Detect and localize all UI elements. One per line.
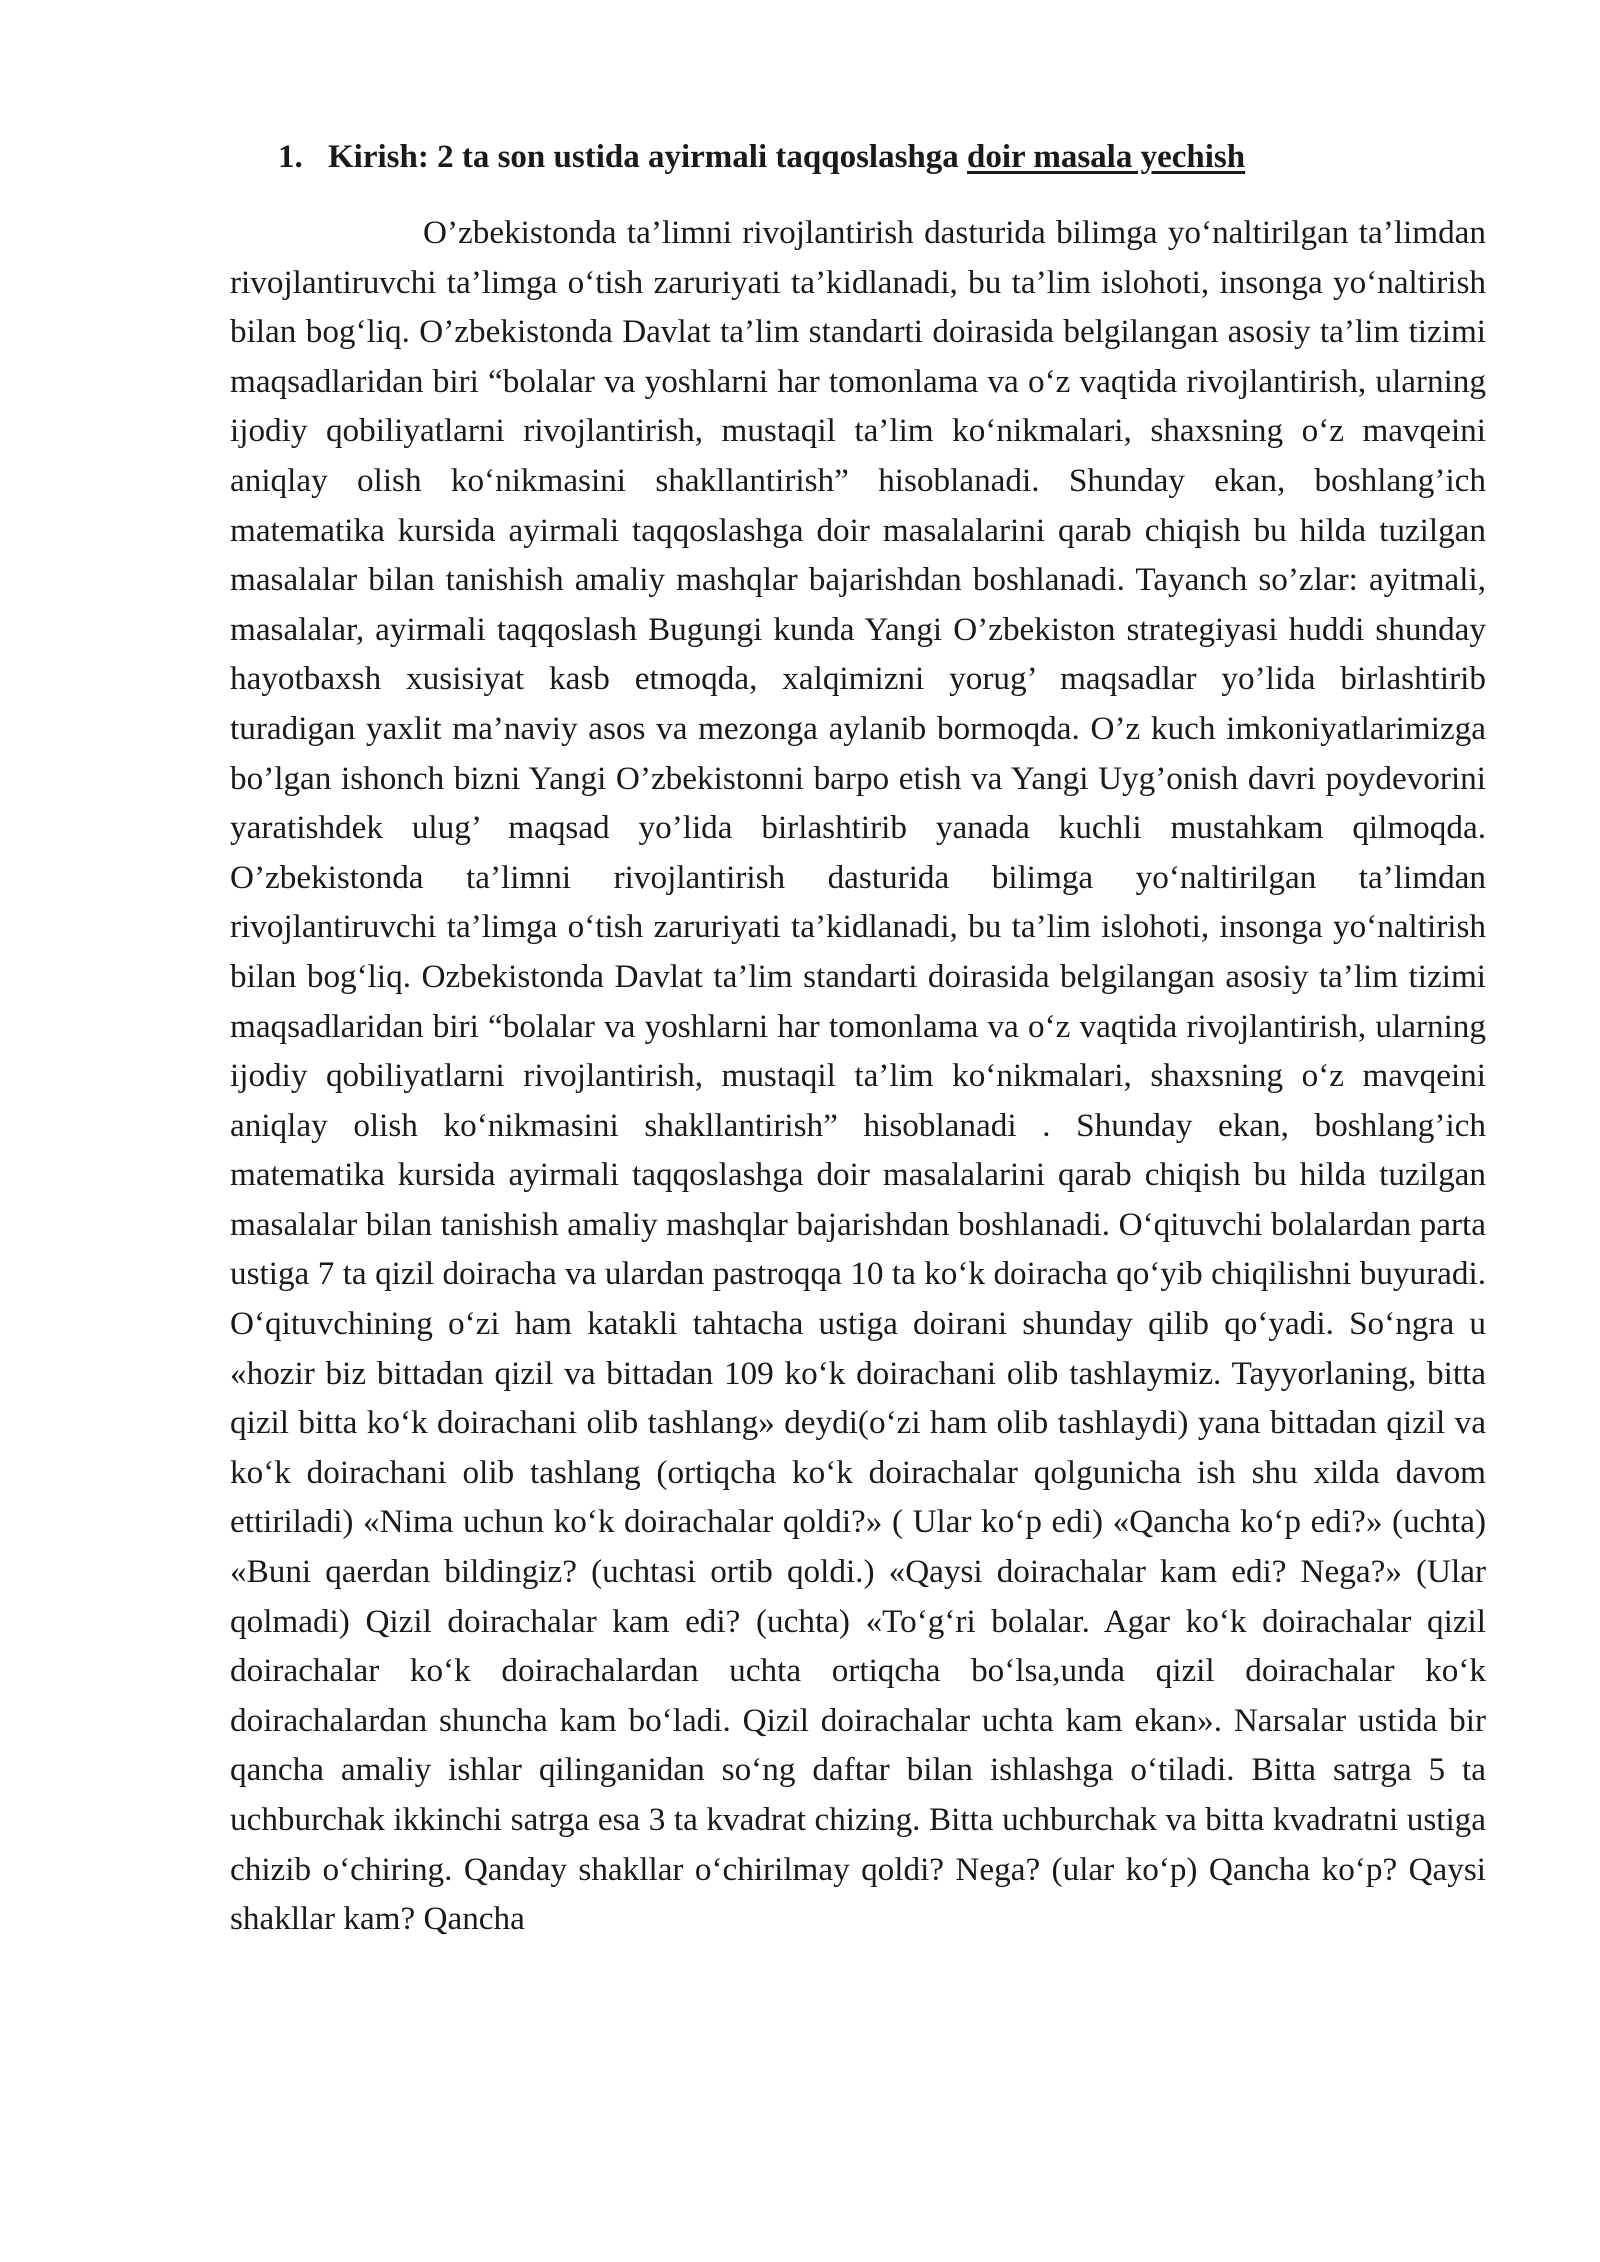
heading-text: Kirish: 2 ta son ustida ayirmali taqqoslashga [328,139,968,175]
section-heading [278,134,1498,180]
heading-underlined-text: doir masala yechish [967,139,1246,175]
heading-number: 1. [278,139,303,175]
body-paragraph: O’zbekistonda ta’limni rivojlantirish dasturida bilimga yo‘naltirilgan ta’limdan rivojlantiruvchi ta’limga o‘tish zaruriyati ta’kidlanadi, bu ta’lim islohoti, insonga yo‘naltirish bilan bog‘liq. O’zbekistonda Davlat ta’lim standarti doirasida belgilangan asosiy ta’lim tizimi maqsadlaridan biri “bolalar va yoshlarni har tomonlama va o‘z vaqtida rivojlantirish, ularning ijodiy qobiliyatlarni rivojlantirish, mustaqil ta’lim ko‘nikmalari, shaxsning o‘z mavqeini aniqlay olish ko‘nikmasini shakllantirish” hisoblanadi. Shunday ekan, boshlang’ich matematika kursida ayirmali taqqoslashga doir masalalarini qarab chiqish bu hilda tuzilgan masalalar bilan tanishish amaliy mashqlar bajarishdan boshlanadi. Tayanch so’zlar: ayitmali, masalalar, ayirmali taqqoslash Bugungi kunda Yangi O’zbekiston strategiyasi huddi shunday hayotbaxsh xusisiyat kasb etmoqda, xalqimizni yorug’ maqsadlar yo’lida birlashtirib turadigan yaxlit ma’naviy asos va mezonga aylanib bormoqda. O’z kuch imkoniyatlarimizga bo’lgan ishonch bizni Yangi O’zbekistonni barpo etish va Yangi Uyg’onish davri poydevorini yaratishdek ulug’ maqsad yo’lida birlashtirib yanada kuchli mustahkam qilmoqda. O’zbekistonda ta’limni rivojlantirish dasturida bilimga yo‘naltirilgan ta’limdan rivojlantiruvchi ta’limga o‘tish zaruriyati ta’kidlanadi, bu ta’lim islohoti, insonga yo‘naltirish bilan bog‘liq. Ozbekistonda Davlat ta’lim standarti doirasida belgilangan asosiy ta’lim tizimi maqsadlaridan biri “bolalar va yoshlarni har tomonlama va o‘z vaqtida rivojlantirish, ularning ijodiy qobiliyatlarni rivojlantirish, mustaqil ta’lim ko‘nikmalari, shaxsning o‘z mavqeini aniqlay olish ko‘nikmasini shakllantirish” hisoblanadi . Shunday ekan, boshlang’ich matematika kursida ayirmali taqqoslashga doir masalalarini qarab chiqish bu hilda tuzilgan masalalar bilan tanishish amaliy mashqlar bajarishdan boshlanadi. O‘qituvchi bolalardan parta ustiga 7 ta qizil doiracha va ulardan pastroqqa 10 ta ko‘k doiracha qo‘yib chiqilishni buyuradi. O‘qituvchining o‘zi ham katakli tahtacha ustiga doirani shunday qilib qo‘yadi. So‘ngra u «hozir biz bittadan qizil va bittadan 109 ko‘k doirachani olib tashlaymiz. Tayyorlaning, bitta qizil bitta ko‘k doirachani olib tashlang» deydi(o‘zi ham olib tashlaydi) yana bittadan qizil va ko‘k doirachani olib tashlang (ortiqcha ko‘k doirachalar qolgunicha ish shu xilda davom ettiriladi) «Nima uchun ko‘k doirachalar qoldi?» ( Ular ko‘p edi) «Qancha ko‘p edi?» (uchta) «Buni qaerdan bildingiz? (uchtasi ortib qoldi.) «Qaysi doirachalar kam edi? Nega?» (Ular qolmadi) Qizil doirachalar kam edi? (uchta) «To‘g‘ri bolalar. Agar ko‘k doirachalar qizil doirachalar ko‘k doirachalardan uchta ortiqcha bo‘lsa,unda qizil doirachalar ko‘k doirachalardan shuncha kam bo‘ladi. Qizil doirachalar uchta kam ekan». Narsalar ustida bir qancha amaliy ishlar qilinganidan so‘ng daftar bilan ishlashga o‘tiladi. Bitta satrga 5 ta uchburchak ikkinchi satrga esa 3 ta kvadrat chizing. Bitta uchburchak va bitta kvadratni ustiga chizib o‘chiring. Qanday shakllar o‘chirilmay qoldi? Nega? (ular ko‘p) Qancha ko‘p? Qaysi shakllar kam? Qancha [230,214,1486,1938]
